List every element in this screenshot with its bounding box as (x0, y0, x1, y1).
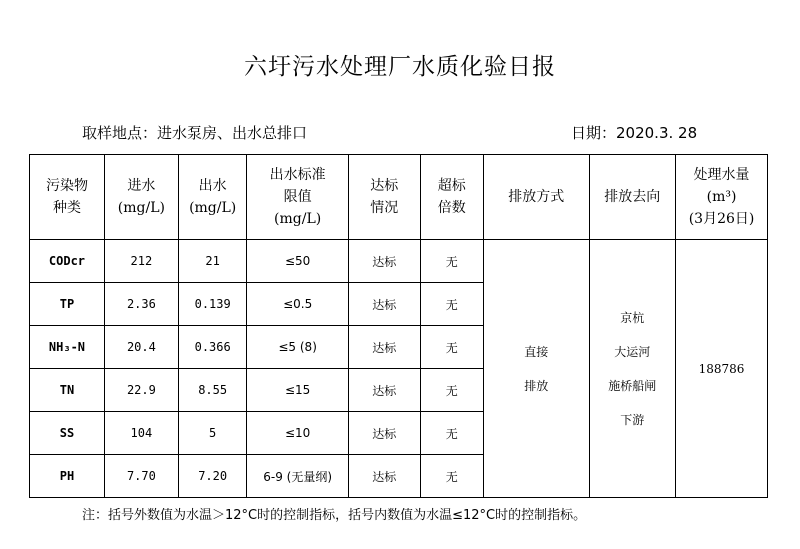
discharge-method-cell: 直接 排放 (483, 240, 589, 498)
outflow-cell: 8.55 (178, 369, 247, 412)
outflow-cell: 0.366 (178, 326, 247, 369)
header-limit: 出水标准 限值 (mg/L) (247, 155, 348, 240)
limit-cell: ≤0.5 (247, 283, 348, 326)
header-row (30, 155, 768, 240)
exceed-cell: 无 (420, 455, 483, 498)
limit-cell: ≤15 (247, 369, 348, 412)
outflow-cell: 21 (178, 240, 247, 283)
pollutant-cell: PH (30, 455, 105, 498)
inflow-cell: 104 (104, 412, 178, 455)
compliance-cell: 达标 (348, 326, 420, 369)
sampling-location: 取样地点：进水泵房、出水总排口 (82, 124, 308, 142)
exceed-cell: 无 (420, 412, 483, 455)
exceed-cell: 无 (420, 283, 483, 326)
header-discharge-dest: 排放去向 (589, 155, 676, 240)
pollutant-cell: SS (30, 412, 105, 455)
inflow-cell: 22.9 (104, 369, 178, 412)
inflow-cell: 20.4 (104, 326, 178, 369)
pollutant-cell: CODcr (30, 240, 105, 283)
compliance-cell: 达标 (348, 369, 420, 412)
header-exceed: 超标 倍数 (420, 155, 483, 240)
outflow-cell: 0.139 (178, 283, 247, 326)
header-outflow: 出水 (mg/L) (178, 155, 247, 240)
compliance-cell: 达标 (348, 412, 420, 455)
header-pollutant: 污染物 种类 (30, 155, 105, 240)
compliance-cell: 达标 (348, 240, 420, 283)
limit-cell: ≤10 (247, 412, 348, 455)
treated-volume-cell: 188786 (676, 240, 768, 498)
exceed-cell: 无 (420, 326, 483, 369)
pollutant-cell: TN (30, 369, 105, 412)
inflow-cell: 2.36 (104, 283, 178, 326)
header-compliance: 达标 情况 (348, 155, 420, 240)
header-discharge-method: 排放方式 (483, 155, 589, 240)
water-quality-table (29, 154, 768, 498)
compliance-cell: 达标 (348, 283, 420, 326)
pollutant-cell: TP (30, 283, 105, 326)
inflow-cell: 7.70 (104, 455, 178, 498)
compliance-cell: 达标 (348, 455, 420, 498)
exceed-cell: 无 (420, 369, 483, 412)
table-row (30, 240, 768, 283)
limit-cell: 6-9 (无量纲) (247, 455, 348, 498)
outflow-cell: 7.20 (178, 455, 247, 498)
footnote: 注：括号外数值为水温＞12°C时的控制指标，括号内数值为水温≤12°C时的控制指标。 (82, 508, 587, 523)
discharge-destination-cell: 京杭 大运河 施桥船闸 下游 (589, 240, 676, 498)
limit-cell: ≤5 (8) (247, 326, 348, 369)
header-inflow: 进水 (mg/L) (104, 155, 178, 240)
report-date: 日期：2020.3. 28 (571, 124, 698, 142)
limit-cell: ≤50 (247, 240, 348, 283)
pollutant-cell: NH₃-N (30, 326, 105, 369)
report-title: 六圩污水处理厂水质化验日报 (244, 54, 556, 80)
outflow-cell: 5 (178, 412, 247, 455)
header-volume: 处理水量 (m³) (3月26日) (676, 155, 768, 240)
inflow-cell: 212 (104, 240, 178, 283)
exceed-cell: 无 (420, 240, 483, 283)
